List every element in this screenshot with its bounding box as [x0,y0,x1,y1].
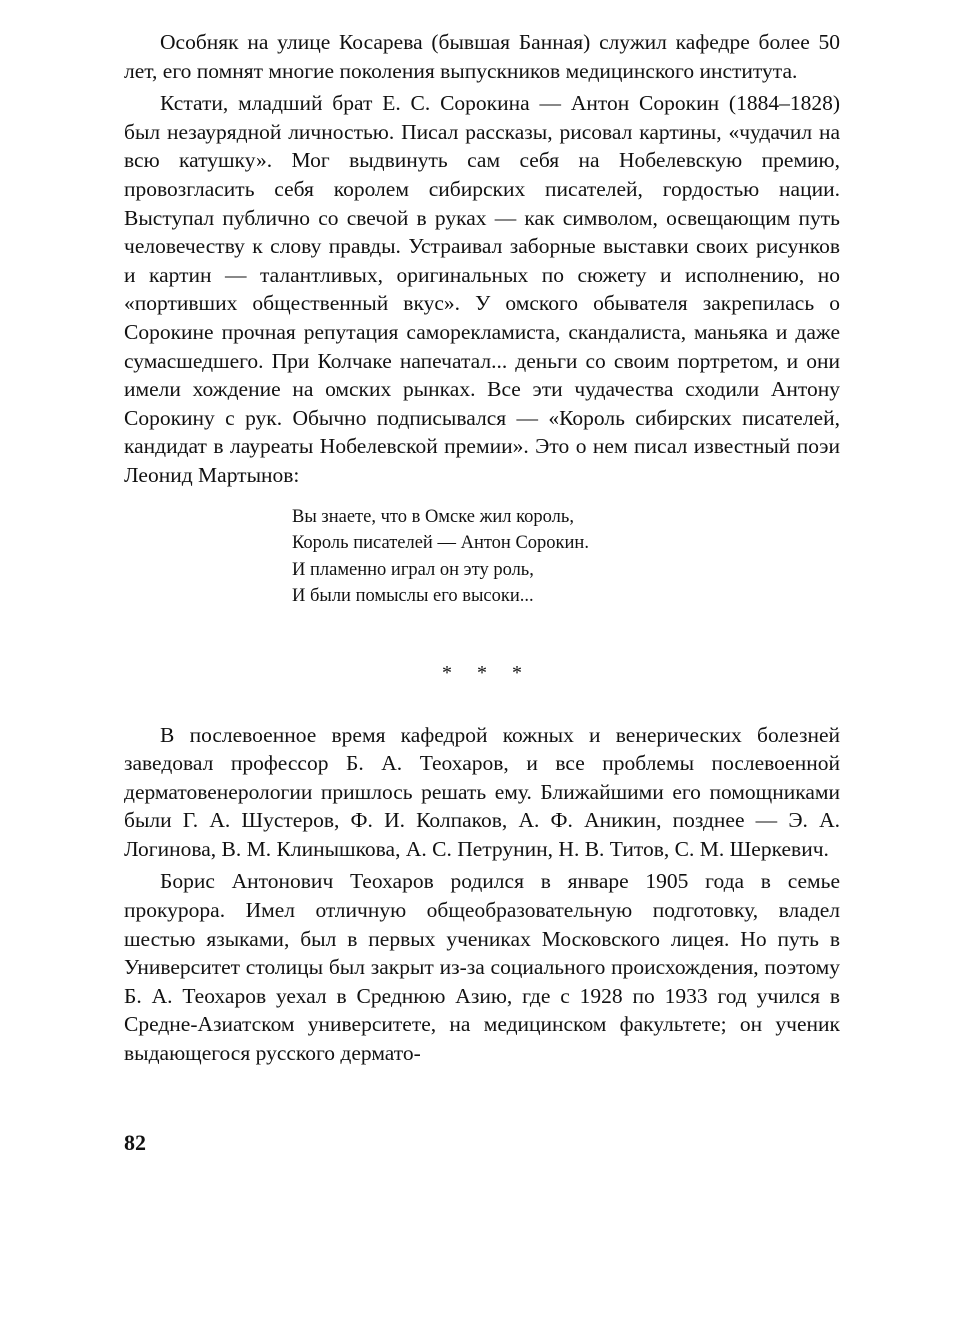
page-body [124,28,840,1068]
paragraph-postwar-department: В послевоенное время кафедрой кожных и венерических болезней заведовал профессор Б. А. Теохаров, и все проблемы послевоенной дерматовенерологии пришлось решать ему. Ближайшими его помощниками были Г. А. Шустеров, Ф. И. Колпаков, А. Ф. Аникин, позднее — Э. А. Логинова, В. М. Клинышкова, А. С. Петрунин, Н. В. Титов, С. М. Шеркевич. [124,722,840,861]
poem-line: И были помыслы его высоки... [292,586,534,606]
poem-line: Король писателей — Антон Сорокин. [292,533,589,553]
paragraph-anton-sorokin: Кстати, младший брат Е. С. Сорокина — Антон Сорокин (1884–1828) был незаурядной личностью. Писал рассказы, рисовал картины, «чудачил на всю катушку». Мог выдвинуть сам себя на Нобелевскую премию, провозгласить себя королем сибирских писателей, гордостью нации. Выступал публично со свечой в руках — как символом, освещающим путь человечеству к слову правды. Устраивал заборные выставки своих рисунков и картин — талантливых, оригинальных по сюжету и исполнению, но «портивших общественный вкус». У омского обывателя закрепилась о Сорокине прочная репутация саморекламиста, скандалиста, маньяка и даже сумасшедшего. При Колчаке напечатал... деньги со своим портретом, и они имели хождение на омских рынках. Все эти чудачества сходили Антону Сорокину с рук. Обычно подписывался — «Король сибирских писателей, кандидат в лауреаты Нобелевской премии». Это о нем писал известный поэи Леонид Мартынов: [124,91,840,487]
poem-line: И пламенно играл он эту роль, [292,559,534,580]
paragraph-mansion: Особняк на улице Косарева (бывшая Банная) служил кафедре более 50 лет, его помнят многие поколения выпускников медицинского института. [124,30,840,83]
section-separator: * * * [442,661,532,684]
page-number: 82 [124,1130,146,1155]
poem-martynov [292,504,840,610]
paragraph-teokharov-biography: Борис Антонович Теохаров родился в январе 1905 года в семье прокурора. Имел отличную общеобразовательную подготовку, владел шестью языками, был в первых учениках Московского лицея. Но путь в Университет столицы был закрыт из-за социального происхождения, поэтому Б. А. Теохаров уехал в Среднюю Азию, где с 1928 по 1933 год учился в Средне-Азиатском университете, на медицинском факультете; он ученик выдающегося русского дермато- [124,869,840,1066]
poem-line: Вы знаете, что в Омске жил король, [292,506,574,527]
